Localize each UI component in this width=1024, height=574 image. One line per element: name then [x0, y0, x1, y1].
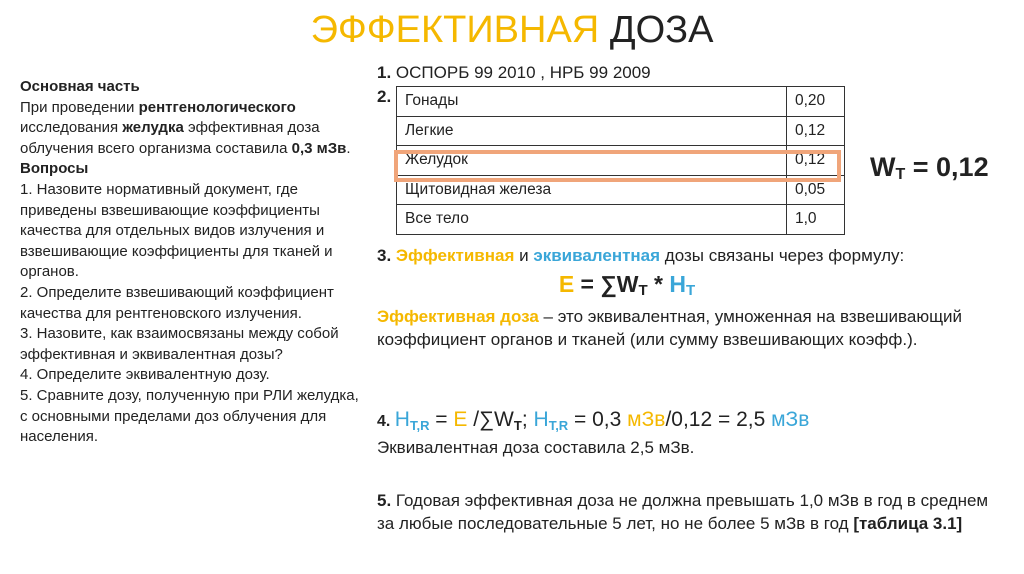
wt-result: $W_Т = 0,12$ — [870, 152, 989, 183]
answer-1: 1. ОСПОРБ 99 2010 , НРБ 99 2009 — [377, 63, 651, 82]
title-highlight: ЭФФЕКТИВНАЯ — [310, 9, 600, 51]
question-2: 2. Определите взвешивающий коэффициент качества для рентгеновского излучения. — [20, 283, 334, 322]
answer-5: 5. Годовая эффективная доза не должна превышать 1,0 мЗв в год в среднем за любые последовательные 5 лет, но не более 5 мЗв в год [таблица 3.1] — [377, 491, 989, 533]
page-title — [0, 8, 1024, 52]
table-row: Желудок 0,12 — [397, 146, 845, 176]
answer-3: 3. Эффективная и эквивалентная дозы связаны через формулу: — [377, 246, 905, 265]
effective-dose-definition: Эффективная доза – это эквивалентная, умноженная на взвешивающий коэффициент органов и тканей (или сумму взвешивающих коэфф.). — [377, 307, 963, 349]
table-row: Все тело 1,0 — [397, 205, 845, 235]
questions-heading: Вопросы — [20, 160, 89, 178]
question-1: 1. Назовите нормативный документ, где приведены взвешивающие коэффициенты качества для отдельных видов излучения и взвешивающие коэффициенты для тканей и органов. — [20, 180, 333, 281]
title-rest: ДОЗА — [609, 9, 714, 51]
question-3: 3. Назовите, как взаимосвязаны между собой эффективная и эквивалентная дозы? — [20, 325, 339, 363]
table-row: Легкие 0,12 — [397, 116, 845, 146]
table-row: Гонады 0,20 — [397, 87, 845, 117]
answer-2-number: 2. — [377, 87, 392, 106]
case-intro: При проведении рентгенологического исследования желудка эффективная доза облучения всего организма составила 0,3 мЗв. — [20, 98, 351, 157]
table-row: Щитовидная железа 0,05 — [397, 175, 845, 205]
question-4: 4. Определите эквивалентную дозу. — [20, 366, 270, 384]
stomach-row-highlight — [394, 150, 841, 182]
dose-formula: $E = \sum W_T * H_T$ — [558, 271, 696, 299]
equivalent-dose-result: Эквивалентная доза составила 2,5 мЗв. — [377, 438, 695, 457]
answer-4: 4. $H_{T,R} = E$ $/\sum W_T$; $H_{T,R} = 0,3$ мЗв/0,12 = 2,5 мЗв — [377, 408, 810, 433]
main-part-heading: Основная часть — [20, 78, 140, 95]
case-panel — [20, 77, 360, 448]
question-5: 5. Сравните дозу, полученную при РЛИ желудка, с основными пределами доз облучения для населения. — [20, 386, 359, 446]
